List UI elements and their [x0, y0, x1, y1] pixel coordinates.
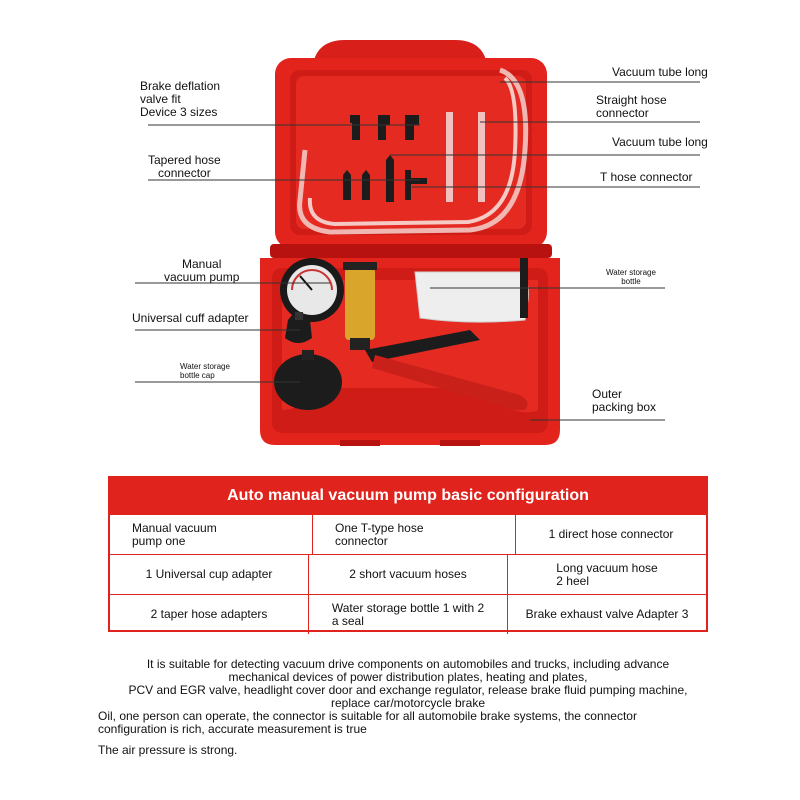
description-paragraph: Oil, one person can operate, the connector is suitable for all automobile brake systems, the connector configuration is rich, accurate measurement is true — [98, 709, 637, 736]
table-cell: One T-type hose connector — [312, 515, 515, 554]
callout-t-hose-connector: T hose connector — [600, 170, 693, 184]
callout-universal-cuff-adapter: Universal cuff adapter — [132, 311, 249, 325]
callout-outer-packing-box: Outer packing box — [592, 387, 657, 414]
vacuum-gauge — [280, 258, 344, 322]
callout-tapered-hose-connector: Tapered hose connector — [148, 153, 221, 180]
callout-water-storage-bottle: Water storage bottle — [606, 268, 656, 286]
table-cell: 2 short vacuum hoses — [308, 555, 507, 594]
table-row — [110, 554, 706, 594]
table-row — [110, 514, 706, 554]
callout-manual-vacuum-pump: Manual vacuum pump — [164, 257, 240, 284]
table-row — [110, 594, 706, 634]
table-cell: Long vacuum hose 2 heel — [507, 555, 706, 594]
callout-vacuum-tube-long-1: Vacuum tube long — [612, 65, 708, 79]
callout-water-storage-bottle-cap: Water storage bottle cap — [180, 362, 230, 380]
table-cell: 2 taper hose adapters — [150, 607, 268, 621]
configuration-table-title: Auto manual vacuum pump basic configuration — [110, 478, 706, 514]
product-description — [98, 658, 718, 757]
configuration-table — [108, 476, 708, 632]
description-paragraph: The air pressure is strong. — [98, 743, 238, 757]
table-cell: 1 Universal cup adapter — [145, 567, 273, 581]
callout-brake-deflation-valve: Brake deflation valve fit Device 3 sizes — [140, 79, 221, 119]
table-cell: Manual vacuum pump one — [132, 520, 217, 548]
table-cell: Brake exhaust valve Adapter 3 — [507, 595, 706, 634]
callout-vacuum-tube-long-2: Vacuum tube long — [612, 135, 708, 149]
description-paragraph: It is suitable for detecting vacuum drive components on automobiles and trucks, including advance mechanical devices of power distribution plates, heating and plates, PCV and EGR valve, headlight cover door and exchange regulator, release brake fluid pumping machine, replace car/motorcycle brake — [128, 657, 688, 710]
table-cell: Water storage bottle 1 with 2 a seal — [308, 595, 507, 634]
table-cell: 1 direct hose connector — [515, 515, 706, 554]
callout-straight-hose-connector: Straight hose connector — [596, 93, 667, 120]
